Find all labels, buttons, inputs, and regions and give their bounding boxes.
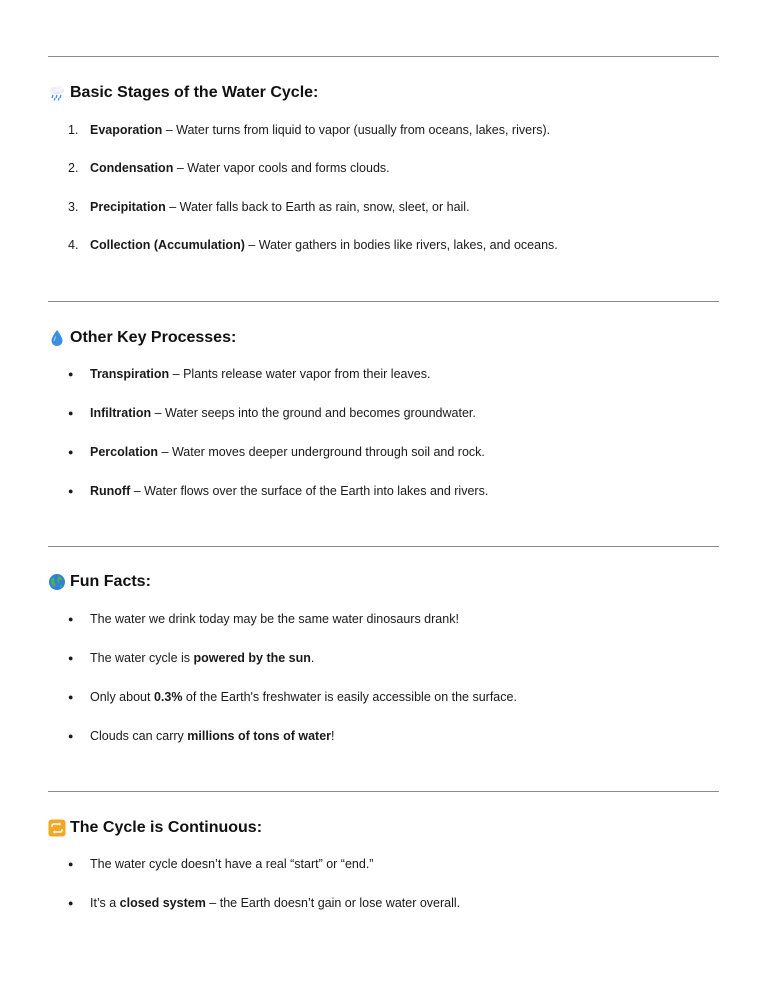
list-item	[68, 728, 335, 745]
list-marker: 1.	[68, 123, 79, 137]
fact-text: The water cycle doesn’t have a real “start” or “end.”	[90, 857, 374, 871]
section-title: Basic Stages of the Water Cycle:	[70, 84, 319, 101]
fact-text-end: .	[310, 651, 315, 665]
fact-text: Only about	[90, 690, 154, 704]
emphasis: 0.3%	[153, 690, 183, 704]
section-title: The Cycle is Continuous:	[70, 819, 263, 836]
list-item	[68, 122, 550, 138]
divider	[48, 546, 719, 547]
fact-text-end: – the Earth doesn’t gain or lose water overall.	[205, 896, 461, 910]
fact-text: The water we drink today may be the same water dinosaurs drank!	[90, 612, 459, 626]
fact-text-end: !	[331, 729, 335, 743]
bullet: ●	[68, 369, 74, 379]
list-item	[68, 405, 476, 422]
term: Condensation	[90, 161, 174, 175]
divider	[48, 791, 719, 792]
emphasis: powered by the sun	[193, 651, 311, 665]
bullet: ●	[68, 614, 74, 624]
term: Runoff	[90, 484, 131, 498]
emphasis: millions of tons of water	[187, 729, 332, 743]
droplet-icon	[48, 329, 66, 347]
section-heading-fun-facts	[48, 573, 151, 591]
description: – Plants release water vapor from their leaves.	[169, 367, 431, 381]
section-heading-other-processes	[48, 329, 236, 347]
description: – Water seeps into the ground and becomes groundwater.	[151, 406, 476, 420]
list-item	[68, 199, 470, 215]
section-title: Fun Facts:	[70, 573, 151, 590]
bullet: ●	[68, 692, 74, 702]
section-heading-cycle-continuous	[48, 819, 262, 837]
description: – Water moves deeper underground through soil and rock.	[158, 445, 485, 459]
list-item	[68, 611, 459, 628]
list-item	[68, 237, 558, 253]
description: – Water falls back to Earth as rain, snow, sleet, or hail.	[165, 200, 470, 214]
bullet: ●	[68, 731, 74, 741]
list-item	[68, 366, 430, 383]
divider	[48, 56, 719, 57]
description: – Water turns from liquid to vapor (usually from oceans, lakes, rivers).	[162, 123, 551, 137]
bullet: ●	[68, 859, 74, 869]
list-item	[68, 895, 460, 912]
globe-icon	[48, 573, 66, 591]
description: – Water gathers in bodies like rivers, lakes, and oceans.	[244, 238, 558, 252]
list-item	[68, 444, 485, 461]
fact-text: Clouds can carry	[90, 729, 188, 743]
term: Evaporation	[90, 123, 163, 137]
bullet: ●	[68, 447, 74, 457]
section-title: Other Key Processes:	[70, 329, 237, 346]
list-marker: 4.	[68, 238, 79, 252]
term: Infiltration	[90, 406, 152, 420]
list-item	[68, 160, 390, 176]
term: Transpiration	[90, 367, 170, 381]
divider	[48, 301, 719, 302]
emphasis: closed system	[119, 896, 206, 910]
description: – Water vapor cools and forms clouds.	[173, 161, 390, 175]
cloud-rain-icon	[48, 84, 66, 102]
list-item	[68, 483, 488, 500]
list-item	[68, 856, 373, 873]
bullet: ●	[68, 653, 74, 663]
bullet: ●	[68, 898, 74, 908]
repeat-icon	[48, 819, 66, 837]
section-heading-basic-stages	[48, 84, 318, 102]
term: Precipitation	[90, 200, 166, 214]
fact-text: It’s a	[90, 896, 120, 910]
description: – Water flows over the surface of the Earth into lakes and rivers.	[130, 484, 489, 498]
list-item	[68, 650, 314, 667]
list-marker: 2.	[68, 161, 79, 175]
term: Percolation	[90, 445, 159, 459]
list-item	[68, 689, 517, 706]
term: Collection (Accumulation)	[90, 238, 245, 252]
list-marker: 3.	[68, 200, 79, 214]
bullet: ●	[68, 486, 74, 496]
fact-text: The water cycle is	[90, 651, 194, 665]
bullet: ●	[68, 408, 74, 418]
fact-text-end: of the Earth's freshwater is easily accessible on the surface.	[182, 690, 517, 704]
